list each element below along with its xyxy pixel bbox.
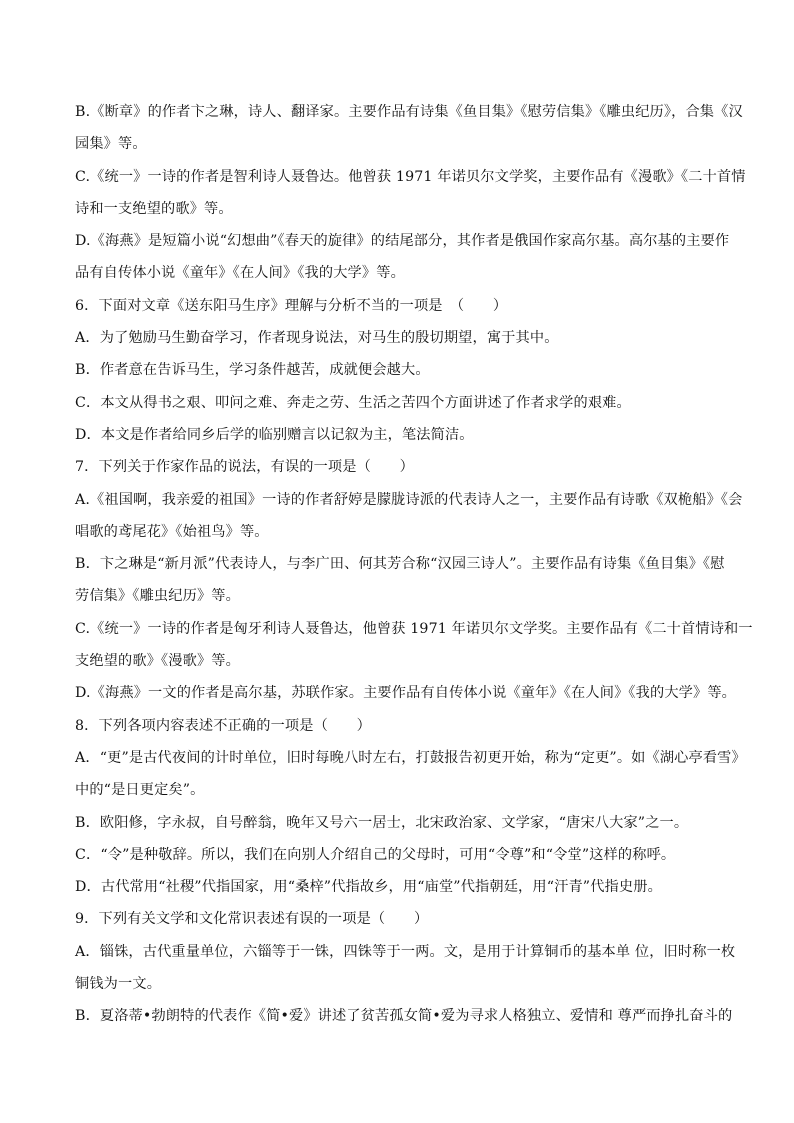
option-line: C．本文从得书之艰、叩问之难、奔走之劳、生活之苦四个方面讲述了作者求学的艰难。: [75, 394, 631, 411]
option-line: C．“令”是种敬辞。所以，我们在向别人介绍自己的父母时，可用“令尊”和“令堂”这样的称呼。: [75, 846, 676, 863]
option-line: 铜钱为一文。: [75, 976, 162, 993]
option-line: 中的“是日更定矣”。: [75, 782, 205, 799]
text-line: 诗和一支绝望的歌》等。: [75, 200, 233, 217]
option-line: B．夏洛蒂•勃朗特的代表作《简•爱》讲述了贫苦孤女简•爱为寻求人格独立、爱情和 尊严而挣扎奋斗的: [75, 1008, 733, 1025]
question-7-stem: 7．下列关于作家作品的说法，有误的一项是（ ）: [75, 459, 414, 476]
text-line: 品有自传体小说《童年》《在人间》《我的大学》等。: [75, 265, 405, 282]
option-line: C.《统一》一诗的作者是匈牙利诗人聂鲁达，他曾获 1971 年诺贝尔文学奖。主要作品有《二十首情诗和一: [75, 620, 753, 637]
option-line: A．“更”是古代夜间的计时单位，旧时每晚八时左右，打鼓报告初更开始，称为“定更”。如《湖心亭看雪》: [75, 749, 746, 766]
option-line: A．为了勉励马生勤奋学习，作者现身说法，对马生的殷切期望，寓于其中。: [75, 330, 559, 347]
option-line: B．卞之琳是“新月派”代表诗人，与李广田、何其芳合称“汉园三诗人”。主要作品有诗集《鱼目集》《慰: [75, 556, 725, 573]
option-line: A．锱铢，古代重量单位，六锱等于一铢，四铢等于一两。文，是用于计算铜币的基本单 位，旧时称一枚: [75, 943, 736, 960]
text-line: B.《断章》的作者卞之琳，诗人、翻译家。主要作品有诗集《鱼目集》《慰劳信集》《雕虫纪历》，合集《汉: [75, 104, 743, 120]
question-6-stem: 6．下面对文章《送东阳马生序》理解与分析不当的一项是 （ ）: [75, 297, 508, 314]
question-9-stem: 9．下列有关文学和文化常识表述有误的一项是（ ）: [75, 911, 429, 928]
option-line: 唱歌的鸢尾花》《始祖鸟》等。: [75, 523, 269, 540]
text-line: C.《统一》一诗的作者是智利诗人聂鲁达。他曾获 1971 年诺贝尔文学奖，主要作品有《漫歌》《二十首情: [75, 168, 746, 185]
option-line: B．作者意在告诉马生，学习条件越苦，成就便会越大。: [75, 362, 430, 379]
document-page: [75, 96, 753, 1033]
option-line: D.《海燕》一文的作者是高尔基，苏联作家。主要作品有自传体小说《童年》《在人间》《我的大学》等。: [75, 685, 737, 702]
option-line: A.《祖国啊，我亲爱的祖国》一诗的作者舒婷是朦胧诗派的代表诗人之一，主要作品有诗歌《双桅船》《会: [75, 491, 743, 508]
question-8-stem: 8．下列各项内容表述不正确的一项是（ ）: [75, 717, 371, 734]
option-line: B．欧阳修，字永叔，自号醉翁，晚年又号六一居士，北宋政治家、文学家，“唐宋八大家”之一。: [75, 814, 689, 831]
option-line: D．本文是作者给同乡后学的临别赠言以记叙为主，笔法简洁。: [75, 426, 474, 443]
option-line: D．古代常用“社稷”代指国家，用“桑梓”代指故乡，用“庙堂”代指朝廷，用“汗青”代指史册。: [75, 879, 662, 896]
option-line: 劳信集》《雕虫纪历》等。: [75, 588, 240, 605]
text-line: 园集》等。: [75, 136, 147, 153]
text-line: D.《海燕》是短篇小说“幻想曲”《春天的旋律》的结尾部分，其作者是俄国作家高尔基。高尔基的主要作: [75, 233, 730, 250]
option-line: 支绝望的歌》《漫歌》等。: [75, 653, 240, 670]
